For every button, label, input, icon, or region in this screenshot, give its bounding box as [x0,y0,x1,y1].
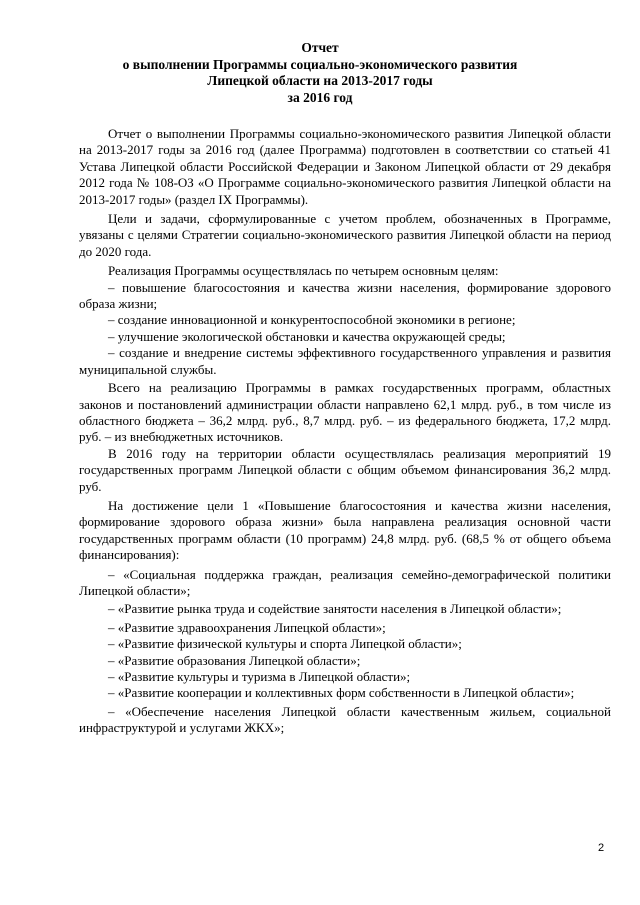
list-item: – «Развитие кооперации и коллективных форм собственности в Липецкой области»; [108,685,575,701]
paragraph: На достижение цели 1 «Повышение благосостояния и качества жизни населения, формирование здорового образа жизни» была направлена реализация основной части государственных программ области (10 программ) 24,8 млрд. руб. (68,5 % от общего объема финансирования): [79,497,611,563]
title-line-2: о выполнении Программы социально-экономического развития [122,56,518,72]
list-item: – «Развитие физической культуры и спорта Липецкой области»; [108,636,462,652]
document-body [79,126,611,739]
list-item: – «Развитие здравоохранения Липецкой области»; [108,619,386,635]
list-item: – «Развитие культуры и туризма в Липецкой области»; [108,669,411,684]
page-number: 2 [598,842,605,854]
paragraph: Реализация Программы осуществлялась по четырем основным целям: [108,263,499,279]
list-item: – «Развитие рынка труда и содействие занятости населения в Липецкой области»; [108,601,562,617]
title-line-1: Отчет [301,40,339,55]
list-item: – улучшение экологической обстановки и качества окружающей среды; [108,328,506,344]
paragraph: В 2016 году на территории области осуществлялась реализация мероприятий 19 государственных программ Липецкой области с общим объемом финансирования 36,2 млрд. руб. [79,445,611,494]
list-item: – повышение благосостояния и качества жизни населения, формирование здорового образа жизни; [79,279,611,312]
paragraph: Отчет о выполнении Программы социально-экономического развития Липецкой области на 2013-2017 годы за 2016 год (далее Программа) подготовлен в соответствии со статьей 41 Устава Липецкой области Российской Федерации и Законом Липецкой области от 29 декабря 2012 года № 108-ОЗ «О Программе социально-экономического развития Липецкой области на 2013-2017 годы» (раздел IX Программы). [79,126,611,207]
list-item: – создание инновационной и конкурентоспособной экономики в регионе; [108,312,516,328]
document-title [0,40,640,106]
paragraph: Всего на реализацию Программы в рамках государственных программ, областных законов и постановлений администрации области направлено 62,1 млрд. руб., в том числе из областного бюджета – 36,2 млрд. руб., 8,7 млрд. руб. – из федерального бюджета, 17,2 млрд. руб. – из внебюджетных источников. [79,380,611,445]
list-item: – «Обеспечение населения Липецкой области качественным жильем, социальной инфраструктурой и услугами ЖКХ»; [79,703,611,736]
list-item: – «Развитие образования Липецкой области»; [108,652,361,668]
list-item: – создание и внедрение системы эффективного государственного управления и развития муниципальной службы. [79,345,611,377]
paragraph: Цели и задачи, сформулированные с учетом проблем, обозначенных в Программе, увязаны с целями Стратегии социально-экономического развития Липецкой области на период до 2020 года. [79,211,611,259]
list-item: – «Социальная поддержка граждан, реализация семейно-демографической политики Липецкой области»; [79,566,611,598]
title-line-4: за 2016 год [287,89,353,105]
title-line-3: Липецкой области на 2013-2017 годы [207,73,433,88]
